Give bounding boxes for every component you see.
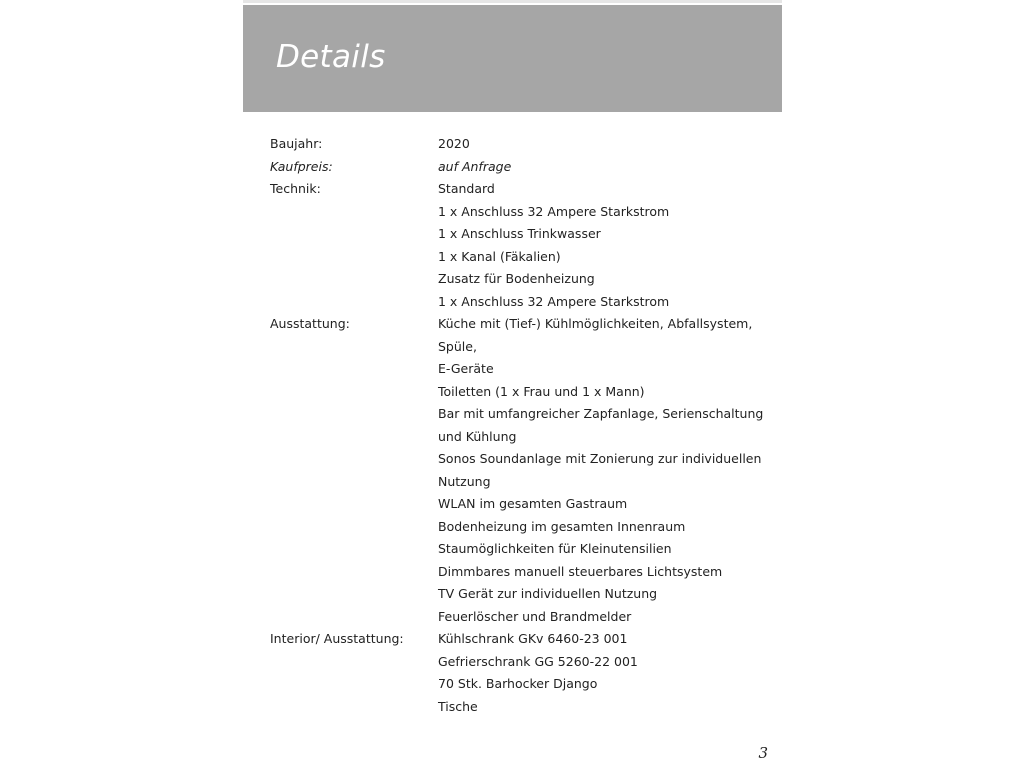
- detail-value: Sonos Soundanlage mit Zonierung zur individuellen: [438, 451, 762, 466]
- detail-value: Tische: [438, 698, 478, 714]
- details-table: [270, 133, 770, 718]
- detail-value: 2020: [438, 136, 470, 151]
- detail-label: Interior/ Ausstattung:: [270, 631, 404, 646]
- detail-row: [270, 268, 770, 291]
- detail-row: [270, 471, 770, 494]
- detail-value: Spüle,: [438, 338, 477, 354]
- detail-row: [270, 583, 770, 606]
- detail-value: WLAN im gesamten Gastraum: [438, 496, 628, 511]
- detail-row: [270, 223, 770, 246]
- detail-row: [270, 448, 770, 471]
- detail-label: Technik:: [270, 181, 321, 196]
- document-page: [243, 0, 782, 768]
- detail-value: Dimmbares manuell steuerbares Lichtsystem: [438, 563, 723, 579]
- detail-label: Baujahr:: [270, 136, 323, 151]
- detail-row: [270, 246, 770, 269]
- detail-value: Feuerlöscher und Brandmelder: [438, 608, 632, 624]
- detail-value: auf Anfrage: [438, 158, 512, 174]
- detail-row: [270, 628, 770, 651]
- detail-value: Gefrierschrank GG 5260-22 001: [438, 653, 638, 669]
- detail-value: Bodenheizung im gesamten Innenraum: [438, 518, 686, 534]
- detail-row: [270, 651, 770, 674]
- detail-value: Staumöglichkeiten für Kleinutensilien: [438, 541, 672, 556]
- detail-row: [270, 403, 770, 426]
- detail-value: Standard: [438, 181, 495, 196]
- detail-row: [270, 538, 770, 561]
- detail-row: [270, 606, 770, 629]
- detail-value: 1 x Anschluss Trinkwasser: [438, 226, 601, 241]
- detail-row: [270, 156, 770, 179]
- detail-value: Kühlschrank GKv 6460-23 001: [438, 631, 628, 646]
- detail-value: TV Gerät zur individuellen Nutzung: [438, 586, 658, 601]
- detail-value: 1 x Anschluss 32 Ampere Starkstrom: [438, 203, 670, 219]
- detail-value: 1 x Kanal (Fäkalien): [438, 248, 561, 264]
- section-title: Details: [276, 39, 386, 75]
- detail-row: [270, 133, 770, 156]
- detail-value: E-Geräte: [438, 361, 494, 376]
- detail-value: Zusatz für Bodenheizung: [438, 271, 595, 286]
- detail-row: [270, 516, 770, 539]
- detail-row: [270, 201, 770, 224]
- detail-row: [270, 696, 770, 719]
- detail-row: [270, 291, 770, 314]
- detail-row: [270, 336, 770, 359]
- detail-row: [270, 313, 770, 336]
- detail-value: 1 x Anschluss 32 Ampere Starkstrom: [438, 293, 670, 309]
- detail-row: [270, 673, 770, 696]
- detail-label: Kaufpreis:: [270, 158, 333, 174]
- page-number: 3: [758, 744, 768, 762]
- detail-value: Nutzung: [438, 473, 491, 489]
- detail-row: [270, 561, 770, 584]
- detail-value: Bar mit umfangreicher Zapfanlage, Serienschaltung: [438, 406, 764, 421]
- detail-value: Küche mit (Tief-) Kühlmöglichkeiten, Abfallsystem,: [438, 316, 753, 331]
- section-header: [243, 5, 782, 112]
- detail-row: [270, 381, 770, 404]
- detail-value: Toiletten (1 x Frau und 1 x Mann): [438, 383, 645, 399]
- detail-row: [270, 178, 770, 201]
- detail-row: [270, 426, 770, 449]
- detail-value: und Kühlung: [438, 428, 517, 444]
- detail-value: 70 Stk. Barhocker Django: [438, 676, 598, 691]
- detail-label: Ausstattung:: [270, 316, 350, 331]
- detail-row: [270, 493, 770, 516]
- detail-row: [270, 358, 770, 381]
